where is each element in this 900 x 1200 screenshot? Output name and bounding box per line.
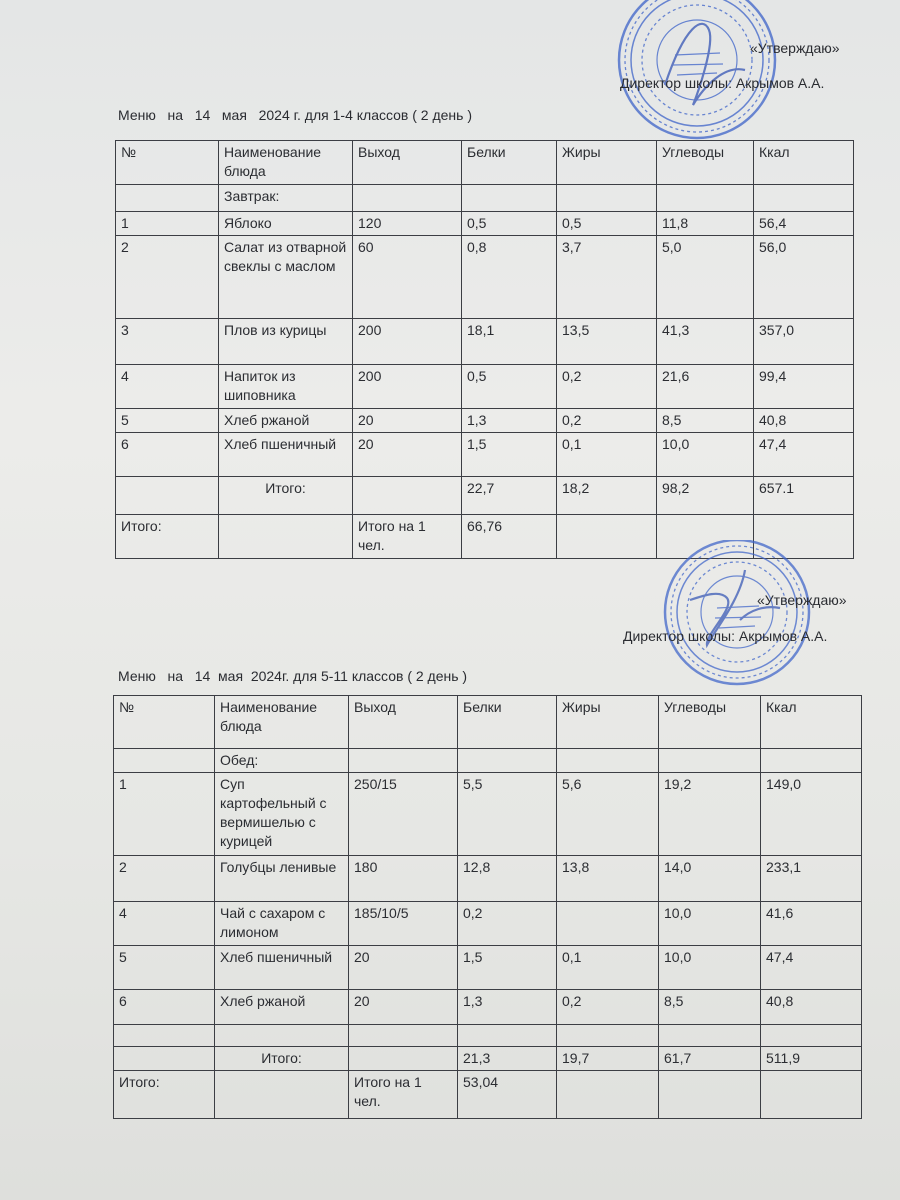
header-fats: Жиры <box>557 696 659 749</box>
subtotal-row: Итого: 22,7 18,2 98,2 657.1 <box>116 477 854 515</box>
director-signature-line: Директор школы: Акрымов А.А. <box>623 628 828 644</box>
header-proteins: Белки <box>458 696 557 749</box>
round-seal-stamp-icon <box>645 540 830 690</box>
menu-table-1-4 <box>115 140 854 559</box>
subtotal-label: Итого: <box>215 1047 349 1071</box>
subtotal-label: Итого: <box>219 477 353 515</box>
header-kcal: Ккал <box>761 696 862 749</box>
table-row: 4 Чай с сахаром с лимоном 185/10/5 0,2 10,0 41,6 <box>114 902 862 946</box>
header-dish: Наименование блюда <box>219 141 353 185</box>
section-label: Завтрак: <box>219 185 353 212</box>
header-number: № <box>116 141 219 185</box>
menu-table-5-11 <box>113 695 862 1119</box>
header-output: Выход <box>349 696 458 749</box>
round-seal-stamp-icon <box>605 0 790 145</box>
table-row: 2 Салат из отварной свеклы с маслом 60 0,8 3,7 5,0 56,0 <box>116 236 854 319</box>
header-fats: Жиры <box>557 141 657 185</box>
table-row: 5 Хлеб ржаной 20 1,3 0,2 8,5 40,8 <box>116 409 854 433</box>
table-row: 6 Хлеб пшеничный 20 1,5 0,1 10,0 47,4 <box>116 433 854 477</box>
per-person-label: Итого на 1 чел. <box>349 1071 458 1119</box>
table-row: 4 Напиток из шиповника 200 0,5 0,2 21,6 99,4 <box>116 365 854 409</box>
header-dish: Наименование блюда <box>215 696 349 749</box>
table-header-row <box>116 141 854 185</box>
header-proteins: Белки <box>462 141 557 185</box>
grand-total-label: Итого: <box>114 1071 215 1119</box>
subtotal-row: Итого: 21,3 19,7 61,7 511,9 <box>114 1047 862 1071</box>
section-row <box>114 749 862 773</box>
header-output: Выход <box>353 141 462 185</box>
header-number: № <box>114 696 215 749</box>
menu-title-1-4: Меню на 14 мая 2024 г. для 1-4 классов ( 2 день ) <box>118 107 473 123</box>
table-row: 1 Суп картофельный с вермишелью с курицей 250/15 5,5 5,6 19,2 149,0 <box>114 773 862 856</box>
grand-total-label: Итого: <box>116 515 219 559</box>
empty-row <box>114 1025 862 1047</box>
table-row: 6 Хлеб ржаной 20 1,3 0,2 8,5 40,8 <box>114 990 862 1025</box>
table-row: 1 Яблоко 120 0,5 0,5 11,8 56,4 <box>116 212 854 236</box>
approval-label: «Утверждаю» <box>757 592 847 608</box>
per-person-value: 53,04 <box>458 1071 557 1119</box>
director-signature-line: Директор школы: Акрымов А.А. <box>620 75 825 91</box>
header-carbs: Углеводы <box>659 696 761 749</box>
per-person-value: 66,76 <box>462 515 557 559</box>
per-person-label: Итого на 1 чел. <box>353 515 462 559</box>
menu-title-5-11: Меню на 14 мая 2024г. для 5-11 классов ( 2 день ) <box>118 668 468 684</box>
table-header-row <box>114 696 862 749</box>
header-carbs: Углеводы <box>657 141 754 185</box>
table-row: 3 Плов из курицы 200 18,1 13,5 41,3 357,0 <box>116 319 854 365</box>
table-row: 2 Голубцы ленивые 180 12,8 13,8 14,0 233,1 <box>114 856 862 902</box>
header-kcal: Ккал <box>754 141 854 185</box>
section-row <box>116 185 854 212</box>
approval-label: «Утверждаю» <box>750 40 840 56</box>
table-row: 5 Хлеб пшеничный 20 1,5 0,1 10,0 47,4 <box>114 946 862 990</box>
section-label: Обед: <box>215 749 349 773</box>
grand-total-row <box>114 1071 862 1119</box>
